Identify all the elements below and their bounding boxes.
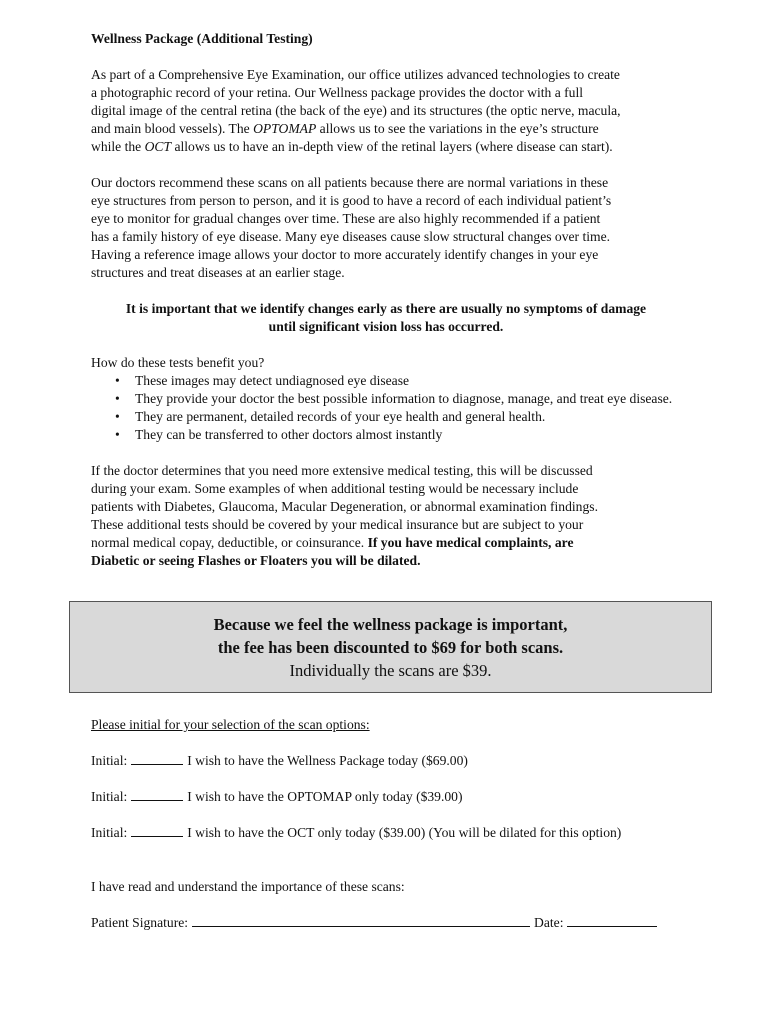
medical-line: during your exam. Some examples of when additional testing would be necessary include [91, 481, 579, 496]
intro-text: while the [91, 139, 145, 154]
option-wellness [91, 752, 711, 770]
important-line: It is important that we identify changes early as there are usually no symptoms of damage [125, 301, 647, 316]
signature-label: Patient Signature: [91, 915, 189, 930]
initial-label: Initial: [91, 753, 128, 768]
dilation-warning: If you have medical complaints, are [367, 535, 574, 550]
initial-blank-oct[interactable] [131, 824, 183, 837]
list-item: • They are permanent, detailed records of your eye health and general health. [135, 408, 691, 426]
option-optomap [91, 788, 711, 806]
recommend-line: Our doctors recommend these scans on all patients because there are normal variations in these [91, 175, 609, 190]
option-text: I wish to have the Wellness Package today ($69.00) [187, 753, 468, 768]
medical-line [91, 552, 691, 570]
medical-paragraph [91, 462, 691, 570]
signature-line[interactable] [192, 914, 530, 927]
intro-text: allows us to have an in-depth view of the retinal layers (where disease can start). [171, 139, 613, 154]
list-item: • These images may detect undiagnosed eye disease [135, 372, 691, 390]
scan-options-section [91, 716, 711, 932]
callout-line: Individually the scans are $39. [289, 661, 492, 680]
option-text: I wish to have the OPTOMAP only today ($39.00) [187, 789, 463, 804]
intro-text: and main blood vessels). The [91, 121, 254, 136]
medical-text: normal medical copay, deductible, or coinsurance. [91, 535, 368, 550]
intro-line: digital image of the central retina (the back of the eye) and its structures (the optic nerve, macula, [91, 103, 621, 118]
date-line[interactable] [567, 914, 657, 927]
intro-text: allows us to see the variations in the eye’s structure [316, 121, 599, 136]
date-label: Date: [534, 915, 564, 930]
intro-line: a photographic record of your retina. Our Wellness package provides the doctor with a full [91, 85, 584, 100]
recommend-line: Having a reference image allows your doctor to more accurately identify changes in your eye [91, 247, 599, 262]
recommend-line: structures and treat diseases at an earlier stage. [91, 265, 345, 280]
recommend-paragraph [91, 174, 691, 282]
callout-line: the fee has been discounted to $69 for both scans. [217, 638, 564, 657]
discount-callout [69, 601, 712, 693]
initial-label: Initial: [91, 825, 128, 840]
medical-line: If the doctor determines that you need more extensive medical testing, this will be discussed [91, 463, 593, 478]
benefits-list [91, 372, 691, 444]
document-body [91, 30, 691, 588]
initial-label: Initial: [91, 789, 128, 804]
document-title: Wellness Package (Additional Testing) [91, 31, 313, 46]
optomap-term: OPTOMAP [253, 121, 317, 136]
medical-line: These additional tests should be covered by your medical insurance but are subject to your [91, 517, 584, 532]
option-text: I wish to have the OCT only today ($39.00) (You will be dilated for this option) [187, 825, 622, 840]
list-item: • They provide your doctor the best possible information to diagnose, manage, and treat eye disease. [135, 390, 691, 408]
recommend-line: has a family history of eye disease. Many eye diseases cause slow structural changes over time. [91, 229, 611, 244]
medical-line: patients with Diabetes, Glaucoma, Macular Degeneration, or abnormal examination findings. [91, 499, 598, 514]
initial-blank-wellness[interactable] [131, 752, 183, 765]
list-item: • They can be transferred to other doctors almost instantly [135, 426, 691, 444]
dilation-warning: Diabetic or seeing Flashes or Floaters you will be dilated. [91, 553, 421, 568]
important-line: until significant vision loss has occurred. [268, 319, 504, 334]
recommend-line: eye to monitor for gradual changes over time. These are also highly recommended if a patient [91, 211, 601, 226]
recommend-line: eye structures from person to person, and it is good to have a record of each individual patient’s [91, 193, 612, 208]
intro-line [91, 138, 691, 156]
callout-line: Because we feel the wellness package is important, [213, 615, 568, 634]
important-notice [91, 300, 691, 336]
acknowledge-text: I have read and understand the importance of these scans: [91, 879, 405, 894]
oct-term: OCT [144, 139, 172, 154]
medical-line [91, 534, 691, 552]
selection-heading: Please initial for your selection of the scan options: [91, 717, 370, 732]
intro-line [91, 120, 691, 138]
option-oct [91, 824, 711, 842]
intro-paragraph [91, 66, 691, 156]
signature-row [91, 914, 711, 932]
intro-line: As part of a Comprehensive Eye Examination, our office utilizes advanced technologies to create [91, 67, 620, 82]
benefits-question: How do these tests benefit you? [91, 355, 265, 370]
initial-blank-optomap[interactable] [131, 788, 183, 801]
